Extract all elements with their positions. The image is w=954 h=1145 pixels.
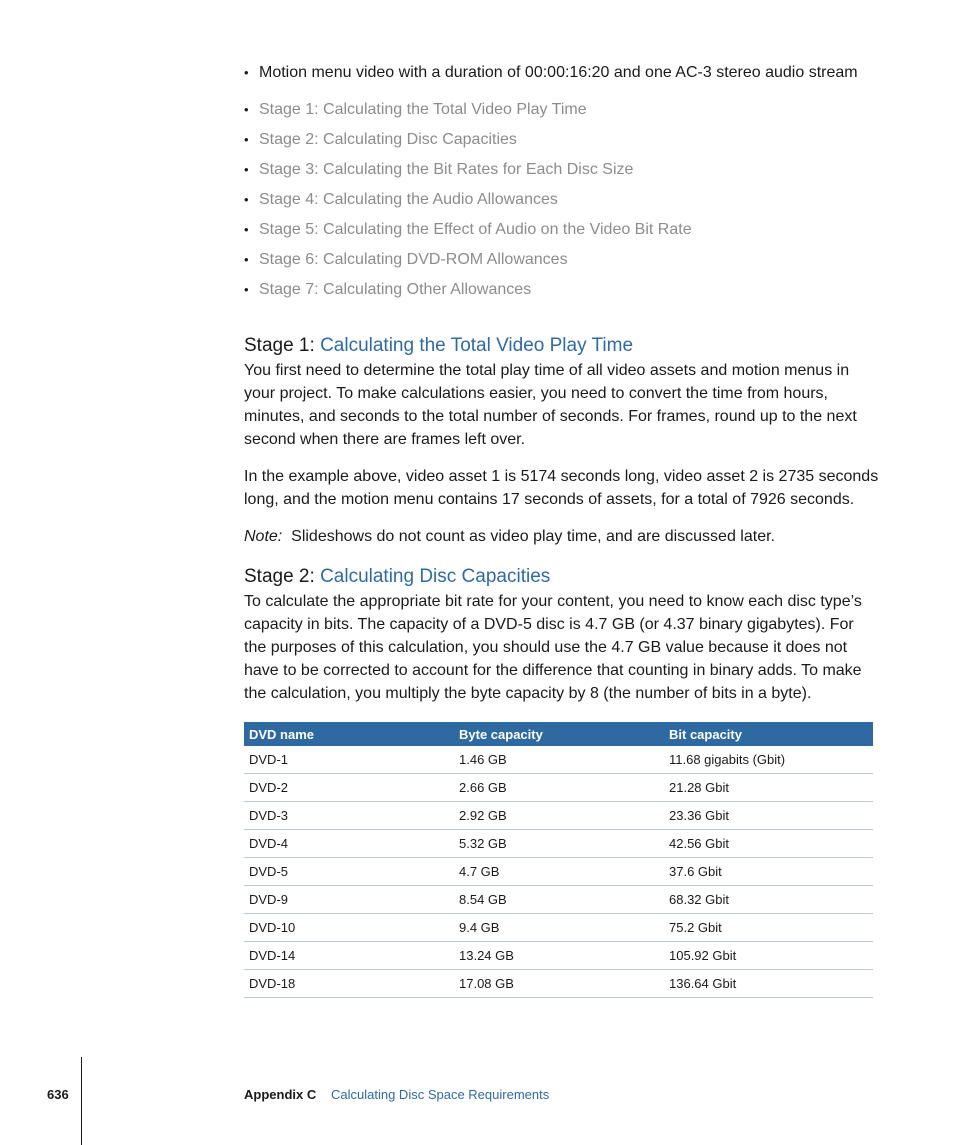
table-row [244,886,873,914]
bullet-icon: • [244,192,249,207]
table-cell: DVD-5 [244,858,454,886]
table-row [244,830,873,858]
table-cell: DVD-9 [244,886,454,914]
table-cell: DVD-2 [244,774,454,802]
stage-link-label: Stage 3: Calculating the Bit Rates for Each Disc Size [259,161,634,178]
table-cell: 9.4 GB [454,914,664,942]
intro-bullet-list [244,63,858,83]
page-number: 636 [47,1087,69,1102]
table-cell: 136.64 Gbit [664,970,873,998]
table-cell: 2.92 GB [454,802,664,830]
table-cell: 5.32 GB [454,830,664,858]
bullet-icon: • [244,132,249,147]
table-row [244,914,873,942]
bullet-icon: • [244,252,249,267]
stage-link-list [244,100,692,310]
bullet-icon: • [244,282,249,297]
table-cell: DVD-14 [244,942,454,970]
bullet-icon: • [244,162,249,177]
heading-title: Calculating Disc Capacities [320,566,551,587]
stage-link-label: Stage 5: Calculating the Effect of Audio on the Video Bit Rate [259,221,692,238]
table-cell: 8.54 GB [454,886,664,914]
stage-link-7[interactable] [244,280,692,300]
table-cell: DVD-10 [244,914,454,942]
column-header: Bit capacity [664,722,873,746]
table-cell: 68.32 Gbit [664,886,873,914]
note-label: Note: [244,528,283,545]
section-heading-stage-1 [244,334,633,358]
stage-link-1[interactable] [244,100,692,120]
stage-link-5[interactable] [244,220,692,240]
paragraph: To calculate the appropriate bit rate for your content, you need to know each disc type’s capacity in bits. The capacity of a DVD-5 disc is 4.7 GB (or 4.37 binary gigabytes). For the purposes of this calculation, you should use the 4.7 GB value because it does not have to be corrected to account for the difference that counting in binary adds. To make the calculation, you multiply the byte capacity by 8 (the number of bits in a byte). [244,593,862,702]
stage-link-3[interactable] [244,160,692,180]
table-cell: 75.2 Gbit [664,914,873,942]
column-header: Byte capacity [454,722,664,746]
heading-title: Calculating the Total Video Play Time [320,335,634,356]
bullet-icon: • [244,222,249,237]
stage-link-4[interactable] [244,190,692,210]
note-paragraph [244,525,880,548]
table-cell: 11.68 gigabits (Gbit) [664,746,873,774]
footer-divider [81,1057,82,1145]
paragraph: You first need to determine the total play time of all video assets and motion menus in your project. To make calculations easier, you need to convert the time from hours, minutes, and seconds to the total number of seconds. For frames, round up to the next second when there are frames left over. [244,362,857,448]
table-cell: 13.24 GB [454,942,664,970]
column-header: DVD name [244,722,454,746]
table-cell: 23.36 Gbit [664,802,873,830]
table-cell: DVD-4 [244,830,454,858]
paragraph: In the example above, video asset 1 is 5174 seconds long, video asset 2 is 2735 seconds long, and the motion menu contains 17 seconds of assets, for a total of 7926 seconds. [244,468,879,508]
heading-prefix: Stage 1: [244,335,315,356]
bullet-text: Motion menu video with a duration of 00:00:16:20 and one AC-3 stereo audio stream [259,64,858,81]
stage-link-label: Stage 6: Calculating DVD-ROM Allowances [259,251,568,268]
table-row [244,858,873,886]
table-cell: 105.92 Gbit [664,942,873,970]
disc-capacity-table [244,722,873,998]
table-row [244,942,873,970]
list-item [244,63,858,83]
table-cell: 2.66 GB [454,774,664,802]
table-header-row [244,722,873,746]
table-row [244,802,873,830]
table-row [244,970,873,998]
table-cell: DVD-3 [244,802,454,830]
stage-link-6[interactable] [244,250,692,270]
table-cell: 37.6 Gbit [664,858,873,886]
footer-appendix-label: Appendix C [244,1087,317,1102]
stage-link-label: Stage 4: Calculating the Audio Allowances [259,191,558,208]
stage-link-label: Stage 1: Calculating the Total Video Play Time [259,101,587,118]
table-cell: 21.28 Gbit [664,774,873,802]
stage-link-label: Stage 2: Calculating Disc Capacities [259,131,517,148]
stage-link-label: Stage 7: Calculating Other Allowances [259,281,532,298]
table-cell: DVD-1 [244,746,454,774]
stage-link-2[interactable] [244,130,692,150]
bullet-icon: • [244,102,249,117]
table-row [244,746,873,774]
table-cell: 4.7 GB [454,858,664,886]
note-text: Slideshows do not count as video play time, and are discussed later. [291,528,775,545]
table-row [244,774,873,802]
table-cell: 17.08 GB [454,970,664,998]
table-cell: 1.46 GB [454,746,664,774]
heading-prefix: Stage 2: [244,566,315,587]
footer-chapter-link[interactable]: Calculating Disc Space Requirements [331,1087,550,1102]
bullet-icon: • [244,65,249,80]
table-cell: 42.56 Gbit [664,830,873,858]
table-cell: DVD-18 [244,970,454,998]
section-heading-stage-2 [244,565,550,589]
